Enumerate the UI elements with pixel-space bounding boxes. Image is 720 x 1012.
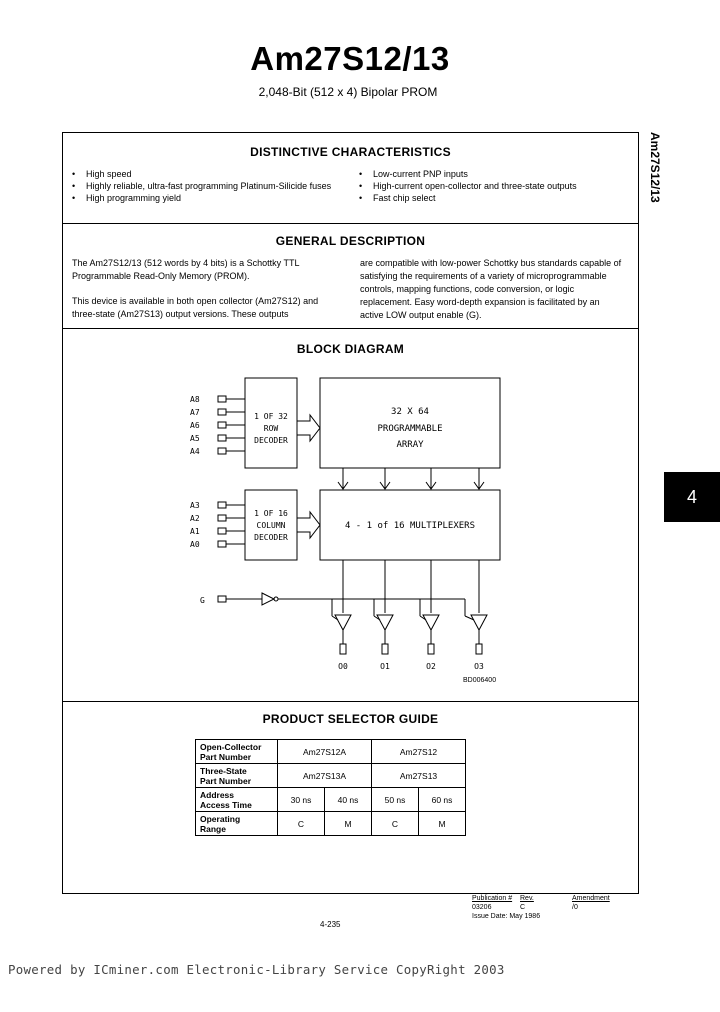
array-label: 32 X 64 [391,407,429,417]
row-decoder [245,378,297,468]
table-cell: C [278,812,325,836]
input-label: A3 [190,501,200,510]
enable-buffer [262,593,274,605]
table-cell: Am27S12 [372,740,466,764]
table-cell: Am27S12A [278,740,372,764]
column-address-inputs [190,501,245,549]
column-decoder-label: DECODER [254,533,288,542]
list-item: • High-current open-collector and three-state outputs [357,180,627,192]
output-buffers [332,615,487,654]
table-row [196,764,466,788]
input-label: A4 [190,447,200,456]
footer-watermark: Powered by ICminer.com Electronic-Library Service CopyRight 2003 [8,962,505,977]
input-label: A5 [190,434,200,443]
section-tab [664,472,720,522]
row-header: Open-Collector Part Number [196,740,278,764]
array-mux-arrows [338,468,484,489]
general-paragraph-2: This device is available in both open collector (Am27S12) and three-state (Am27S13) output versions. These outputs [72,296,319,319]
table-cell: C [372,812,419,836]
input-label: A7 [190,408,200,417]
table-cell: M [325,812,372,836]
enable-pin [218,596,226,602]
row-decoder-label: DECODER [254,436,288,445]
output-label: O1 [380,662,390,671]
array-label: ARRAY [396,440,424,450]
mux-label: 4 - 1 of 16 MULTIPLEXERS [344,521,476,531]
divider [62,223,639,224]
column-decoder-label: COLUMN [256,521,286,530]
general-paragraph-1: The Am27S12/13 (512 words by 4 bits) is a Schottky TTL Programmable Read-Only Memory (PROM). [72,258,300,281]
output-label: O0 [338,662,348,671]
table-row [196,788,466,812]
publication-info [454,894,635,921]
mux-output-lines [343,560,479,613]
output-label: O2 [426,662,436,671]
row-header: Address Access Time [196,788,278,812]
pub-label: Publication # [472,895,513,902]
distinctive-heading: DISTINCTIVE CHARACTERISTICS [250,145,451,159]
enable-branches [332,599,465,616]
row-decoder-label: 1 OF 32 [254,412,288,421]
input-label: A8 [190,395,200,404]
diagram-code: BD006400 [463,677,497,684]
page-title: Am27S12/13 [250,40,450,77]
amend-label: Amendment [572,895,610,902]
rev-value: C [520,904,526,911]
list-item: • High programming yield [70,192,350,204]
block-diagram [180,368,520,690]
rev-label: Rev. [520,895,534,902]
table-row [196,812,466,836]
block-diagram-heading: BLOCK DIAGRAM [296,342,405,356]
list-item: • Low-current PNP inputs [357,168,627,180]
table-cell: 40 ns [325,788,372,812]
list-item: • Highly reliable, ultra-fast programming Platinum-Silicide fuses [70,180,350,192]
side-label: Am27S12/13 [648,132,662,203]
divider [62,328,639,329]
list-item: • Fast chip select [357,192,627,204]
distinctive-list-right [357,168,627,204]
column-bus-arrow [297,512,320,538]
table-cell: Am27S13 [372,764,466,788]
enable-label: G [200,596,205,605]
table-cell: 60 ns [419,788,466,812]
amend-value: /0 [572,904,578,911]
table-cell: Am27S13A [278,764,372,788]
column-decoder-label: 1 OF 16 [254,509,288,518]
issue-date: Issue Date: May 1986 [472,913,541,920]
row-bus-arrow [297,415,320,441]
input-label: A1 [190,527,200,536]
selector-table [195,739,466,836]
divider [62,701,639,702]
table-row [196,740,466,764]
selector-heading: PRODUCT SELECTOR GUIDE [262,712,439,726]
input-label: A6 [190,421,200,430]
list-item: • High speed [70,168,350,180]
general-heading: GENERAL DESCRIPTION [275,234,426,248]
general-paragraph-3: are compatible with low-power Schottky bus standards capable of satisfying the requirements of a variety of microprogrammable controls, mapping functions, code conversion, or logic replacement. Easy word-depth expansion is facilitated by an active LOW output enable (G). [360,258,622,320]
row-address-inputs [190,395,245,456]
page-number: 4-235 [320,920,341,929]
table-cell: 50 ns [372,788,419,812]
distinctive-list-left [70,168,350,204]
output-label: O3 [474,662,484,671]
input-label: A0 [190,540,200,549]
row-decoder-label: ROW [263,424,279,433]
table-cell: 30 ns [278,788,325,812]
table-cell: M [419,812,466,836]
programmable-array [320,378,500,468]
pub-value: 03206 [472,904,492,911]
section-tab-number: 4 [686,486,697,507]
page-subtitle: 2,048-Bit (512 x 4) Bipolar PROM [258,85,438,99]
row-header: Three-State Part Number [196,764,278,788]
array-label: PROGRAMMABLE [377,424,443,434]
input-label: A2 [190,514,200,523]
row-header: Operating Range [196,812,278,836]
